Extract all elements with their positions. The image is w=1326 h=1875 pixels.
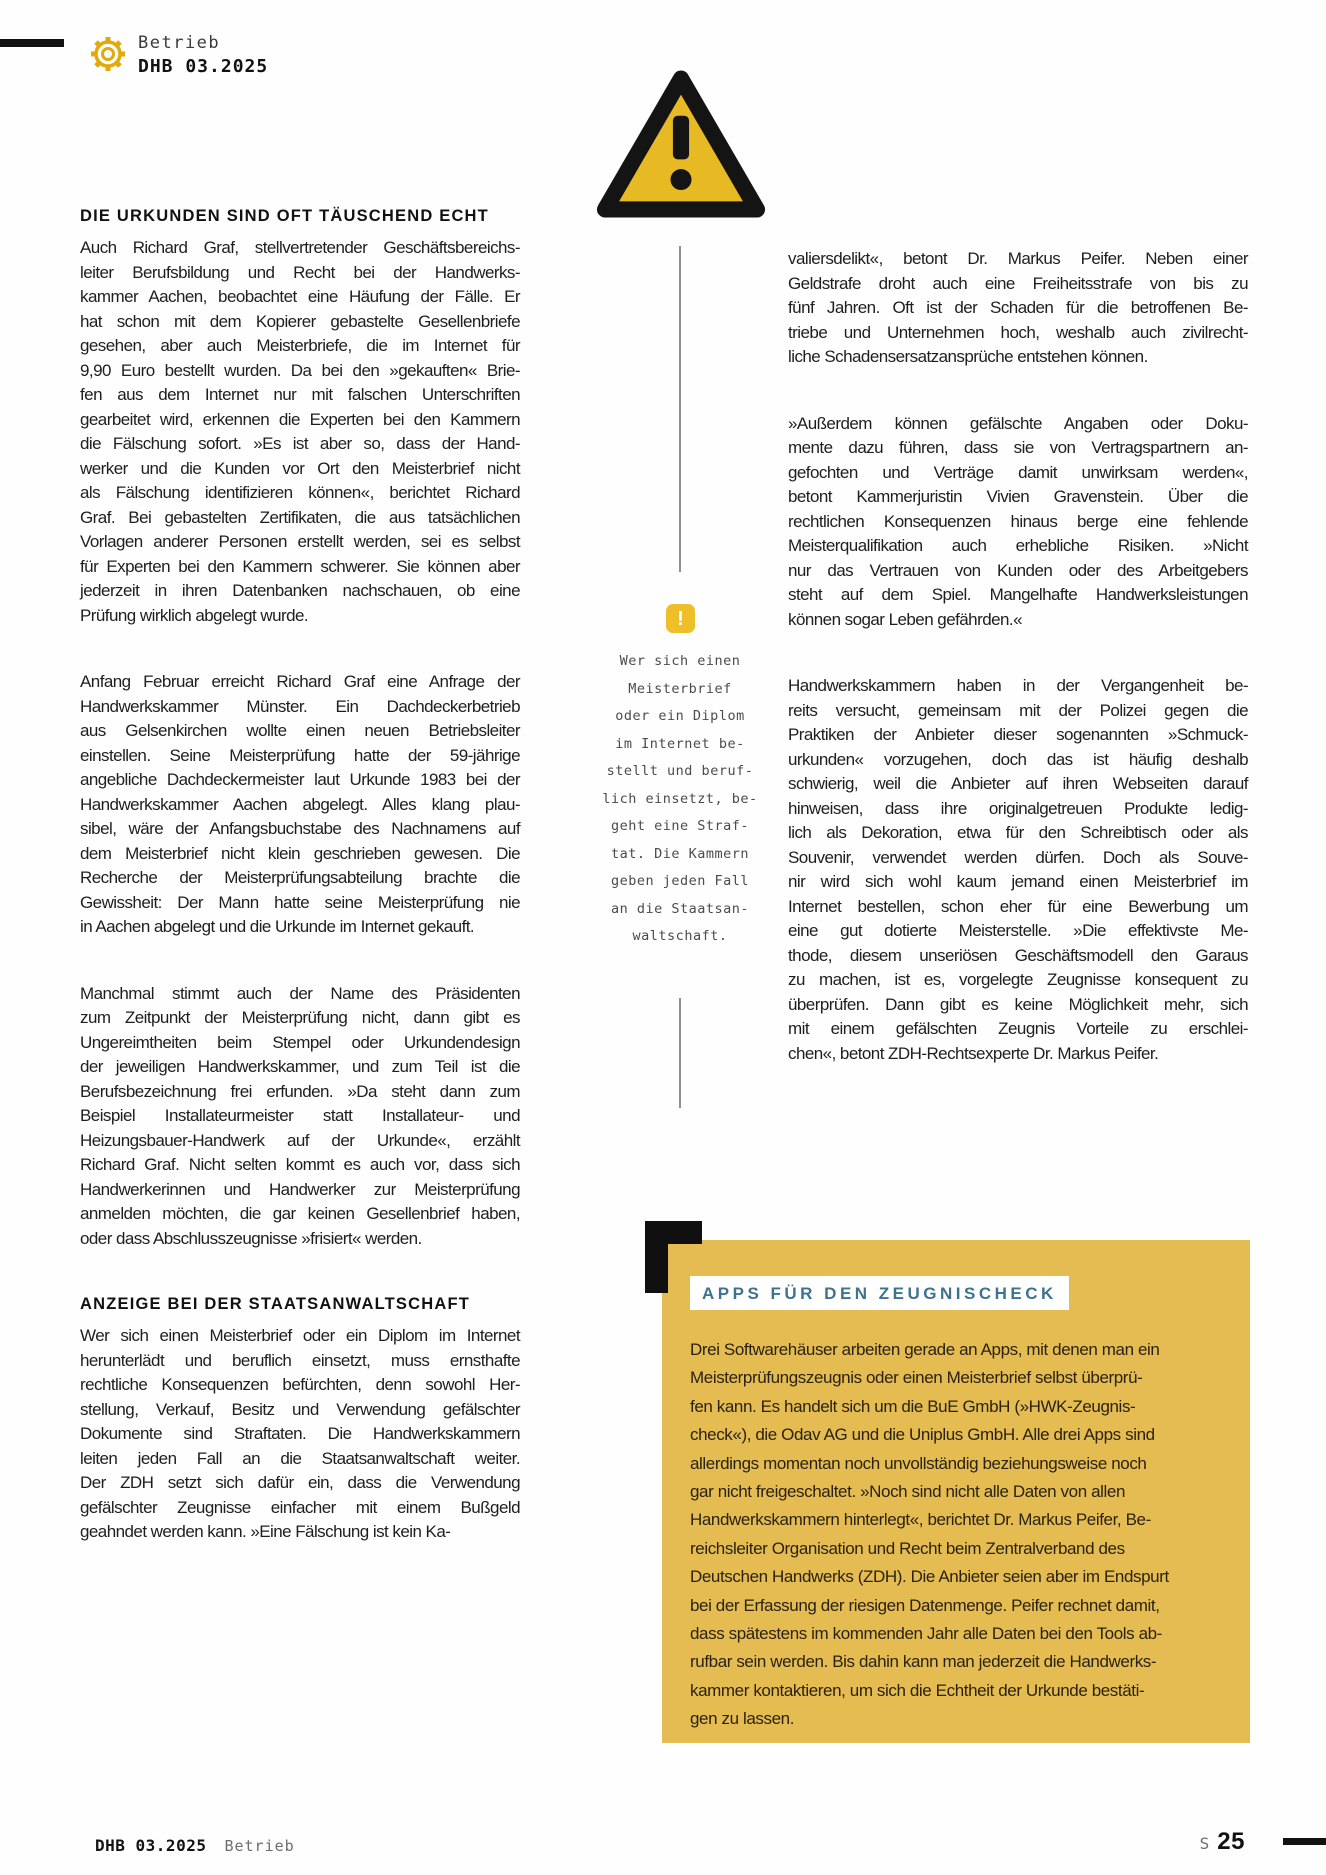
paragraph: Handwerkskammern haben in der Vergangenheit be- reits versucht, gemeinsam mit der Polizei gegen die Praktiken der Anbieter dieser sogenannten »Schmuck- urkunden« vorzugehen, doch das ist häufig deshalb schwierig, weil die Anbieter auf ihren Webseiten darauf hinweisen, dass ihre originalgetreuen Produkte ledig- lich als Dekoration, etwa für den Schreibtisch oder als Souvenir, verwendet werden dürfen. Doch als Souve- nir wird sich wohl kaum jemand einen Meisterbrief im Internet bestellen, schon eher für eine Bewerbung um eine gut dotierte Meisterstelle. »Die effektivste Me- thode, diesem unseriösen Geschäftsmodell den Garaus zu machen, ist es, vorgelegte Zeugnisse konsequent zu überprüfen. Dann gibt es keine Möglichkeit mehr, sich mit einem gefälschten Zeugnis Vorteile zu erschlei- chen«, betont ZDH-Rechtsexperte Dr. Markus Peifer. [788, 676, 1248, 1063]
alert-icon [666, 604, 695, 633]
paragraph: valiersdelikt«, betont Dr. Markus Peifer. Neben einer Geldstrafe droht auch eine Freiheitsstrafe von bis zu fünf Jahren. Oft ist der Schaden für die betroffenen Be- triebe und Unternehmen hoch, weshalb auch zivilrecht- liche Schadensersatzansprüche entstehen können. [788, 249, 1248, 366]
pullquote: Wer sich einen Meisterbrief oder ein Diplom im Internet be- stellt und beruf- lich einsetzt, be- geht eine Straf- tat. Die Kammern geben jeden Fall an die Staatsan- waltschaft. [602, 653, 758, 944]
paragraph: Wer sich einen Meisterbrief oder ein Diplom im Internet herunterlädt und beruflich einsetzt, muss ernsthafte rechtliche Konsequenzen befürchten, denn sowohl Her- stellung, Verkauf, Besitz und Verwendung gefälschter Dokumente sind Straftaten. Die Handwerkskammern leiten jeden Fall an die Staatsanwaltschaft weiter. Der ZDH setzt sich dafür ein, dass die Verwendung gefälschter Zeugnisse einfacher mit einem Bußgeld geahndet werden kann. »Eine Fälschung ist kein Ka- [80, 1326, 520, 1541]
footer-left [95, 1836, 295, 1855]
warning-triangle-icon [592, 64, 770, 224]
column-divider-bottom [679, 998, 681, 1108]
footer-section: Betrieb [224, 1837, 295, 1855]
column-divider-top [679, 246, 681, 572]
footer-right [1200, 1828, 1245, 1856]
issue-label: DHB 03.2025 [138, 56, 269, 77]
corner-mark [645, 1221, 668, 1293]
paragraph: Anfang Februar erreicht Richard Graf eine Anfrage der Handwerkskammer Münster. Ein Dachdeckerbetrieb aus Gelsenkirchen wollte einen neuen Betriebsleiter einstellen. Seine Meisterprüfung hatte der 59-jährige angebliche Dachdeckermeister laut Urkunde 1983 bei der Handwerkskammer Aachen abgelegt. Alles klang plau- sibel, wäre der Anfangsbuchstabe des Nachnamens auf dem Meisterbrief nicht klein geschrieben gewesen. Die Recherche der Meisterprüfungsabteilung brachte die Gewissheit: Der Mann hatte seine Meisterprüfung nie in Aachen abgelegt und die Urkunde im Internet gekauft. [80, 672, 520, 936]
article-heading-urkunden: DIE URKUNDEN SIND OFT TÄUSCHEND ECHT [80, 207, 489, 225]
alert-glyph: ! [677, 607, 684, 630]
infobox-title: APPS FÜR DEN ZEUGNISCHECK [690, 1276, 1069, 1310]
paragraph: Auch Richard Graf, stellvertretender Geschäftsbereichs- leiter Berufsbildung und Recht bei der Handwerks- kammer Aachen, beobachtet eine Häufung der Fälle. Er hat schon mit dem Kopierer gebastelte Gesellenbriefe gesehen, aber auch Meisterbriefe, die im Internet für 9,90 Euro bestellt wurden. Da bei den »gekauften« Brie- fen aus dem Internet nur mit falschen Unterschriften gearbeitet wird, erkennen die Experten bei den Kammern die Fälschung sofort. »Es ist aber so, dass der Hand- werker und die Kunden vor Ort den Meisterbrief nicht als Fälschung identifizieren können«, berichtet Richard Graf. Bei gebastelten Zertifikaten, die aus tatsächlichen Vorlagen anderer Personen erstellt werden, sei es selbst für Experten bei den Kammern schwerer. Sie können aber jederzeit in ihren Datenbanken nachschauen, ob eine Prüfung wirklich abgelegt wurde. [80, 238, 520, 625]
infobox-zeugnischeck [662, 1240, 1250, 1743]
page-header [88, 32, 268, 80]
article-heading-anzeige: ANZEIGE BEI DER STAATSANWALTSCHAFT [80, 1295, 471, 1313]
section-label: Betrieb [138, 33, 221, 53]
page-number-prefix: S [1199, 1834, 1210, 1853]
paragraph: Manchmal stimmt auch der Name des Präsidenten zum Zeitpunkt der Meisterprüfung nicht, dann gibt es Ungereimtheiten beim Stempel oder Urkundendesign der jeweiligen Handwerkskammer, und zum Teil ist die Berufsbezeichnung frei erfunden. »Da steht dann zum Beispiel Installateurmeister statt Installateur- und Heizungsbauer-Handwerk auf der Urkunde«, erzählt Richard Graf. Nicht selten kommt es auch vor, dass sich Handwerkerinnen und Handwerker zur Meisterprüfung anmelden möchten, die gar keinen Gesellenbrief haben, oder dass Abschlusszeugnisse »frisiert« werden. [80, 983, 520, 1248]
footer-rule [1283, 1838, 1326, 1845]
left-column [80, 205, 520, 1545]
right-column [788, 247, 1248, 1066]
top-rule [0, 39, 64, 47]
footer-issue: DHB 03.2025 [95, 1836, 207, 1855]
gear-icon [88, 32, 128, 76]
paragraph: »Außerdem können gefälschte Angaben oder Doku- mente dazu führen, dass sie von Vertragspartnern an- gefochten und Verträge damit unwirksam werden«, betont Kammerjuristin Vivien Gravenstein. Über die rechtlichen Konsequenzen hinaus berge eine fehlende Meisterqualifikation auch erhebliche Risiken. »Nicht nur das Vertrauen von Kunden oder des Arbeitgebers steht auf dem Spiel. Mangelhafte Handwerksleistungen können sogar Leben gefährden.« [788, 413, 1248, 629]
infobox-body: Drei Softwarehäuser arbeiten gerade an Apps, mit denen man ein Meisterprüfungszeugnis oder einen Meisterbrief selbst überprü- fen kann. Es handelt sich um die BuE GmbH (»HWK-Zeugnis- check«), die Odav AG und die Uniplus GmbH. Alle drei Apps sind allerdings momentan noch unvollständig beziehungsweise noch gar nicht freigeschaltet. »Noch sind nicht alle Daten von allen Handwerkskammern hinterlegt«, berichtet Dr. Markus Peifer, Be- reichsleiter Organisation und Recht beim Zentralverband des Deutschen Handwerks (ZDH). Die Anbieter seien aber im Endspurt bei der Erfassung der riesigen Datenmenge. Peifer rechnet damit, dass spätestens im kommenden Jahr alle Daten bei den Tools ab- rufbar sein werden. Bis dahin kann man jederzeit die Handwerks- kammer kontaktieren, um sich die Echtheit der Urkunde bestäti- gen zu lassen. [690, 1340, 1169, 1729]
page-number: 25 [1217, 1828, 1245, 1855]
